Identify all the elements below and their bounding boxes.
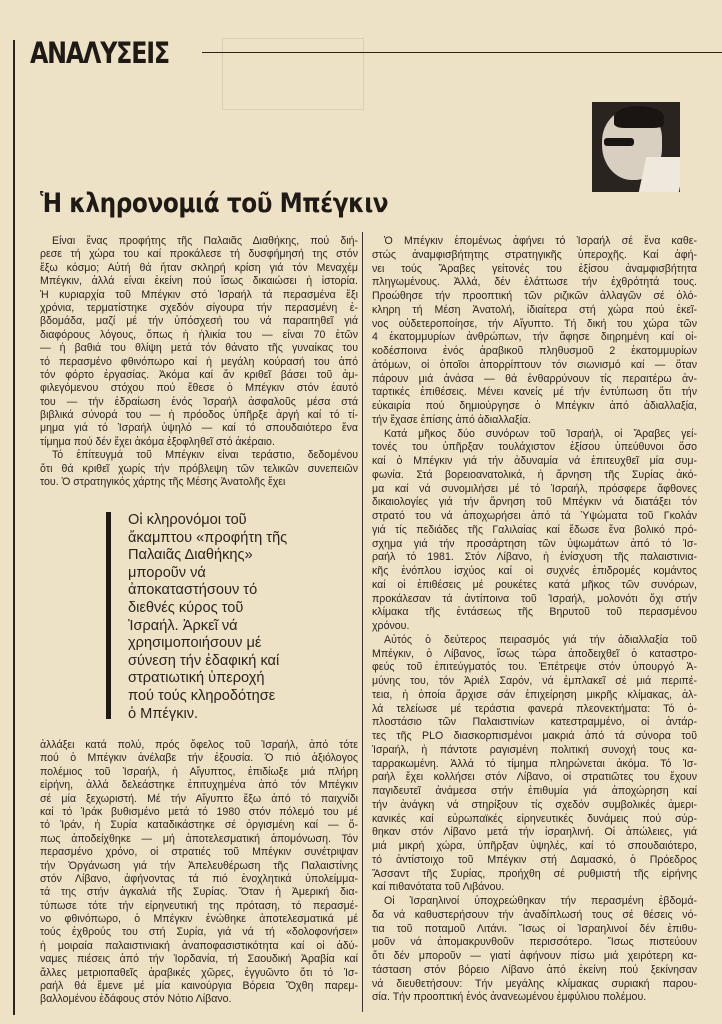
text-line: τό περασμένο φθινόπωρο καί ἡ μεγάλη κούρασή του ἀπό xyxy=(40,355,358,368)
text-line: νο φθινόπωρο, ὁ Μπέγκιν ἑνώθηκε ἀποτελεσματικά μέ xyxy=(40,913,358,926)
article-title: Ἡ κληρονομιά τοῦ Μπέγκιν xyxy=(40,188,389,219)
text-line: παγιδευτεῖ ἀνάμεσα στήν ἐπιθυμία γιά ἀποχώρηση καί xyxy=(372,785,697,797)
pull-quote-line: ἄκαμπτου «προφήτη τῆς xyxy=(128,529,288,546)
text-line: τούς ἐχθρούς του στή Συρία, γιά νά τή «δολοφονήσει» xyxy=(40,926,358,939)
text-line: τήν ἀνάγκη νά στηρίξουν τίς σχεδόν συμβολικές ἀμερι- xyxy=(372,798,697,811)
paragraph xyxy=(372,428,697,634)
text-line: τά της στήν ἀγκαλιά τῆς Συρίας. Ὅταν ἡ Ἀμερική δια- xyxy=(40,886,358,899)
text-line: ὅτι θά κριθεῖ χωρίς τήν πρόβλεψη τῶν τελικῶν συνεπειῶν xyxy=(40,462,358,475)
pull-quote-line: πού τούς κληροδότησε xyxy=(128,687,276,704)
text-line: Τό ἐπίτευγμά τοῦ Μπέγκιν εἶναι τεράστιο, δεδομένου xyxy=(52,449,358,462)
pull-quote-line: Παλαιᾶς Διαθήκης» xyxy=(128,547,253,564)
section-label: ΑΝΑΛΥΣΕΙΣ xyxy=(30,36,169,70)
text-line: Κατά μῆκος δύο συνόρων τοῦ Ἰσραήλ, οἱ Ἄραβες γεί- xyxy=(384,427,697,440)
text-line: Οἱ Ἰσραηλινοί ὑποχρεώθηκαν τήν περασμένη ἑβδομά- xyxy=(384,895,697,907)
text-line: κανικές καί εὐρωπαϊκές εἰρηνευτικές δυνάμεις πού σύρ- xyxy=(372,812,697,825)
pull-quote xyxy=(128,512,358,723)
text-line: καί τό Ἰράκ βυθισμένο μετά τό 1980 στόν πόλεμό του μέ xyxy=(40,805,358,818)
portrait-photo xyxy=(592,102,680,192)
left-margin-rule xyxy=(13,40,15,1015)
left-column-top xyxy=(40,235,358,489)
text-line: τήν Ὀργάνωση γιά τήν Ἀπελευθέρωση τῆς Παλαιστίνης xyxy=(40,859,358,872)
text-line: διαφόρους λόγους, ὅπως ἡ ἡλικία του — εἶναι 70 ἐτῶν xyxy=(40,328,358,341)
text-line: νος οὐδετεροποίησε, τήν Αἴγυπτο. Τή δική του χώρα τῶν xyxy=(372,317,697,330)
paragraph xyxy=(372,895,697,1005)
text-line: κοδέσποινα ἑνός ἀραβικοῦ πληθυσμοῦ 2 ἑκατομμυρίων xyxy=(372,345,697,357)
text-line: του. Ὁ στρατηγικός χάρτης τῆς Μέσης Ἀνατολῆς ἔχει xyxy=(40,476,286,489)
text-line: βαλλομένου ἐδάφους στόν Νότιο Λίβανο. xyxy=(40,993,232,1006)
text-line: εἰρήνη, ἀλλά δελεάστηκε ἐπιτυχημένα ἀπό τόν Μπέγκιν xyxy=(40,779,358,792)
text-line: τίμημα πού δέν ἔχει ἀκόμα ἐξοφληθεῖ στό ἀκέραιο. xyxy=(40,435,275,448)
text-line: ταρτικές ἐπιθέσεις. Μένει κανείς μέ τήν ἐντύπωση ὅτι τήν xyxy=(372,386,697,399)
text-line: κληρη τή Μέση Ἀνατολή, ἰδιαίτερα στή χώρα πού ἐκεῖ- xyxy=(372,303,697,316)
text-line: ἔξω κόσμο; Αὐτή θά ἦταν σκληρή κρίση γιά τόν Μεναχέμ xyxy=(40,261,358,274)
text-line: Ἰσραήλ, ἡ πάντοτε ραγισμένη πολιτική συνοχή τους κα- xyxy=(372,743,697,756)
text-line: τονές του ὑπῆρξαν τουλάχιστον ἐξίσου ὑπεύθυνοι ὅσο xyxy=(372,441,697,454)
text-line: πληγωμένους. Ἀλλά, δέν ἐλάττωσε τήν ἐχθρότητά τους. xyxy=(372,276,697,289)
text-line: πολέμιος τοῦ Ἰσραήλ, ἡ Αἴγυπτος, ἐπιδίωξε μιά πλήρη xyxy=(40,765,358,778)
paragraph xyxy=(40,235,358,449)
text-line: τό Ἰράν, ἡ Συρία καταδικάστηκε σέ ὀργισμένη καί — ὅ- xyxy=(40,819,358,832)
text-line: στόν Λίβανο, ἀφήνοντας τά πιό ἐνοχλητικά ὑπολείμμα- xyxy=(40,872,358,885)
pull-quote-line: διεθνές κύρος τοῦ xyxy=(128,599,244,616)
text-line: Ὁ Μπέγκιν ἑπομένως ἀφήνει τό Ἰσραήλ σέ ἕνα καθε- xyxy=(384,235,697,247)
text-line: μοῦν νά ἀπομακρυνθοῦν περισσότερο. Ἴσως πιστεύουν xyxy=(372,936,697,949)
text-line: μύνης του, τόν Ἀριέλ Σαρόν, νά ἐμπλακεῖ σέ μιά περιπέ- xyxy=(372,675,697,687)
paragraph xyxy=(372,634,697,895)
pull-quote-line: Οἱ κληρονόμοι τοῦ xyxy=(128,512,247,528)
text-line: ραήλ ἔχει κολλήσει στόν Λίβανο, οἱ στρατιῶτες του ἔχουν xyxy=(372,771,697,784)
text-line: χρόνου. xyxy=(372,620,410,632)
text-line: τόν φόρτο ἐργασίας. Ἀκόμα καί ἄν κριθεῖ βάσει τοῦ ἀμ- xyxy=(40,368,358,381)
text-line: — ἡ βαθιά του θλίψη μετά τόν θάνατο τῆς γυναίκας του xyxy=(40,342,358,355)
text-line: ἀτόμων, οἱ ὁποῖοι ἀπορρίπτουν τόν σιωνισμό καί — ὅταν xyxy=(372,358,697,371)
text-line: κῆς ἐνόπλου ἰσχύος καί οἱ συχνές ἐπιδρομές κομάντος xyxy=(372,565,697,577)
text-line: βιβλικά σύνορά του — ἡ πρόοδος ὑπῆρξε ἀργή καί τό τί- xyxy=(40,409,358,422)
text-line: σχημα γιά τήν προσάρτηση τῶν ὑψωμάτων ἀπό τό Ἰσ- xyxy=(372,537,697,550)
text-line: Ἄσσαντ τῆς Συρίας, προήχθη σέ ρυθμιστή τῆς εἰρήνης xyxy=(372,867,697,880)
text-line: μημα γιά τό Ἰσραήλ ὑψηλό — καί τό σπουδαιότερο ἕνα xyxy=(40,422,358,435)
pull-quote-bar xyxy=(106,512,111,719)
text-line: πλοστάσιο τῶν Παλαιστινίων κατεστραμμένο, οἱ ἀντάρ- xyxy=(372,716,697,729)
text-line: σία. Τήν προοπτική ἑνός ἀνανεωμένου ἐμφύλιου πολέμου. xyxy=(372,991,647,1004)
text-line: ταρρακωμένη. Ἀλλά τό τίμημα πληρώνεται ἀκόμα. Τό Ἰσ- xyxy=(372,757,697,770)
text-line: θηκαν στόν Λίβανο μετά τήν ἰσραηλινή. Οἱ ἀπώλειες, γιά xyxy=(372,826,697,839)
text-line: κλίμακα τῆς ἐντάσεως τῆς Βηρυτοῦ τοῦ περασμένου xyxy=(372,606,697,619)
right-column xyxy=(372,235,697,1005)
text-line: εὐκαιρία πού δημιούργησε ὁ Μπέγκιν ἀπό ἀδιαλλαξία, xyxy=(372,400,697,412)
text-line: μα καί νά συνομιλήσει μέ τό Ἰσραήλ, πρόσφερε ἄφθονες xyxy=(372,482,697,495)
text-line: ναμες πιέσεις ἀπό τήν Ἰορδανία, τή Σαουδική Ἀραβία καί xyxy=(40,953,358,966)
text-line: τύπωσε τότε τήν εἰρηνευτική της πρόταση, τό περασμέ- xyxy=(40,899,358,912)
text-line: σέ μία ξεχωριστή. Μέ τήν Αἴγυπτο ἔξω ἀπό τό παιχνίδι xyxy=(40,792,358,805)
text-line: Ἡ κυριαρχία τοῦ Μπέγκιν στό Ἰσραήλ τά περασμένα ἕξι xyxy=(40,288,358,301)
text-line: ραήλ τό 1981. Στόν Λίβανο, ἡ ἐνίσχυση τῆς παλαιστινια- xyxy=(372,551,697,564)
column-divider xyxy=(362,232,363,1012)
text-line: καί οἱ ἐπιθέσεις μέ ρουκέτες κατά μῆκος τῶν συνόρων, xyxy=(372,578,697,591)
pull-quote-line: μποροῦν νά xyxy=(128,564,206,581)
text-line: φεύς τοῦ ἐπιτεύγματός του. Ἐπέτρεψε στόν ὑπουργό Ἀ- xyxy=(372,661,697,674)
text-line: ὅτι δέν μποροῦν — γιατί ἀφήνουν πίσω μιά χειρότερη κα- xyxy=(372,950,697,962)
text-line: Μπέγκιν, ἀλλά εἶναι ἐκείνη πού ἴσως δικαιώσει ἡ ἱστορία. xyxy=(40,275,358,288)
text-line: φιλεγόμενου στόχου πού ἔθεσε ὁ Μπέγκιν στόν ἑαυτό xyxy=(40,382,358,395)
text-line: ἄλλες μετριοπαθεῖς ἀραβικές χῶρες, ἐγγυῶντο ὅτι τό Ἰσ- xyxy=(40,966,358,979)
text-line: δικαιολογίες γιά τήν ἄρνηση τοῦ Μπέγκιν νά διατάξει τόν xyxy=(372,496,697,509)
text-line: ρεσε τή χώρα του καί προκάλεσε τή δυσφήμησή της στόν xyxy=(40,248,358,261)
text-line: νει τούς Ἄραβες γείτονές του ἐξίσου ἀναμφισβήτητα xyxy=(372,262,697,275)
bleed-through-box xyxy=(222,38,364,110)
pull-quote-line: χρησιμοποιήσουν μέ xyxy=(128,635,262,652)
text-line: του — τήν ἑδραίωση ἑνός Ἰσραήλ ἀσφαλοῦς μέσα στά xyxy=(40,395,358,408)
text-line: προκάλεσαν τά ἀντίποινα τοῦ Ἰσραήλ, μολονότι ὄχι στήν xyxy=(372,592,697,605)
text-line: πάρουν μιά ἀνάσα — θά ἐνθαρρύνουν τίς περαιτέρω ἀν- xyxy=(372,372,697,385)
text-line: τήν ἔχασε ἐπίσης ἀπό ἀδιαλλαξία. xyxy=(372,413,531,426)
paragraph xyxy=(372,235,697,428)
text-line: Αὐτός ὁ δεύτερος πειρασμός γιά τήν ἀδιαλλαξία τοῦ xyxy=(384,633,697,646)
text-line: πού ὁ Μπέγκιν ἀνέλαβε τήν ἐξουσία. Ὁ πιό ἀξιόλογος xyxy=(40,752,358,765)
text-line: τες τῆς PLO διασκορπισμένοι μακριά ἀπό τά σύνορα τοῦ xyxy=(372,730,697,742)
text-line: γιά τίς πεδιάδες τῆς Γαλιλαίας καί ἔδωσε ἕνα βολικό πρό- xyxy=(372,523,697,536)
text-line: χρόνια, τερματίστηκε σχεδόν σίγουρα τήν περασμένη ἑ- xyxy=(40,301,358,314)
text-line: Εἶναι ἕνας προφήτης τῆς Παλαιᾶς Διαθήκης, πού διή- xyxy=(52,235,358,247)
text-line: τια τοῦ ποταμοῦ Λιτάνι. Ἴσως οἱ Ἰσραηλινοί δέν ἐπιθυ- xyxy=(372,922,697,935)
pull-quote-line: ἀποκαταστήσουν τό xyxy=(128,582,258,599)
pull-quote-line: στρατιωτική ὑπεροχή xyxy=(128,670,265,687)
text-line: Μπέγκιν, ὁ Λίβανος, ἴσως τώρα ἀποδειχθεῖ ὁ καταστρο- xyxy=(372,647,697,660)
pull-quote-line: σύνεση τήν ἐδαφική καί xyxy=(128,652,280,669)
text-line: τάσταση στόν βόρειο Λίβανο ἀπό ἐκείνη πού ξεκίνησαν xyxy=(372,963,697,976)
text-line: Προώθησε τήν προοπτική τῶν ριζικῶν ἀλλαγῶν σέ ὁλό- xyxy=(372,290,697,302)
text-line: πως ἀποδείχθηκε — μή ἀποτελεσματική ἀπομόνωση. Τόν xyxy=(40,832,358,845)
text-line: λά τελείωσε μέ τεράστια φανερά πλεονεκτήματα: Τό ὁ- xyxy=(372,702,697,715)
text-line: νά διευθετήσουν: Τήν μεγάλης κλίμακας συριακή παρου- xyxy=(372,977,697,990)
text-line: ραήλ θά ἔμενε μέ μία καινούργια Βόρεια Ὄχθη παρεμ- xyxy=(40,980,358,993)
pull-quote-line: ὁ Μπέγκιν. xyxy=(128,705,199,722)
text-line: τό ἀντίστοιχο τοῦ Μπέγκιν στή Δαμασκό, ὁ Πρόεδρος xyxy=(372,853,697,866)
text-line: ἀλλάξει κατά πολύ, πρός ὄφελος τοῦ Ἰσραήλ, ἀπό τότε xyxy=(40,739,358,751)
paragraph xyxy=(40,449,358,489)
left-column-bottom xyxy=(40,739,358,1007)
text-line: δα νά καθυστερήσουν τήν ἀναδίπλωσή τους σέ θέσεις νό- xyxy=(372,908,697,921)
text-line: μιά μικρή χώρα, ὑπῆρξαν ὑψηλές, καί τό σπουδαιότερο, xyxy=(372,840,697,852)
paragraph xyxy=(40,739,358,1007)
text-line: στρατό του νά ἀποχωρήσει ἀπό τά Ὑψώματα τοῦ Γκολάν xyxy=(372,510,697,522)
text-line: τεια, ἡ ὁποία ἄρχισε σάν ἐπιχείρηση μικρῆς κλίμακας, ἀλ- xyxy=(372,688,697,701)
pull-quote-line: Ἰσραήλ. Ἀρκεῖ νά xyxy=(128,617,238,634)
text-line: καί ὁ Μπέγκιν γιά τήν ἀδυναμία νά ἐπιτευχθεῖ μία συμ- xyxy=(372,455,697,467)
text-line: στώς ἀναμφισβήτητης στρατηγικῆς ὑπεροχῆς. Καί ἀφή- xyxy=(372,248,697,261)
text-line: περασμένο χρόνο, οἱ στρατιές τοῦ Μπέγκιν συνέτριψαν xyxy=(40,846,358,859)
text-line: ἡ μοιραία παλαιστινιακή ἀναποφασιστικότητα καί οἱ ἀδύ- xyxy=(40,939,358,952)
text-line: 4 ἑκατομμυρίων ἀνθρώπων, τήν ἄφησε διηρημένη καί οἰ- xyxy=(372,331,697,344)
text-line: φωνία. Στά βορειοανατολικά, ἡ ἄρνηση τῆς Συρίας ἀκό- xyxy=(372,468,697,481)
text-line: βδομάδα, μαζί μέ τήν ὑπόσχεσή του νά παραιτηθεῖ γιά xyxy=(40,315,358,328)
text-line: καί πιθανότατα τοῦ Λιβάνου. xyxy=(372,881,505,894)
